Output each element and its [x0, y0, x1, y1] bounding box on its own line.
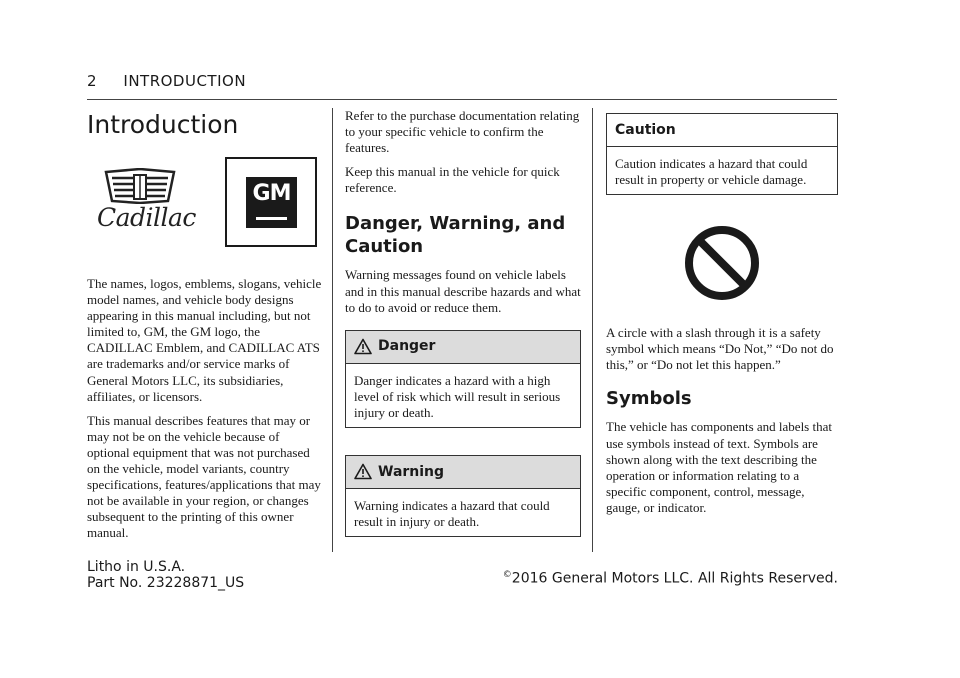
brand-logos — [87, 157, 323, 265]
footer-copyright — [503, 570, 838, 587]
danger-text: Danger indicates a hazard with a high level of risk which will result in serious injury or death. — [354, 372, 561, 420]
gm-mark-underline — [256, 217, 287, 220]
warning-text: Warning indicates a hazard that could result in injury or death. — [354, 498, 550, 530]
page-number: 2 — [87, 72, 98, 90]
column-2 — [345, 108, 581, 564]
column-3 — [606, 108, 838, 524]
litho-line: Litho in U.S.A. — [87, 559, 186, 575]
keep-manual-paragraph: Keep this manual in the vehicle for quick reference. — [345, 164, 560, 196]
caution-title: Caution — [615, 121, 676, 138]
caution-text: Caution indicates a hazard that could result in property or vehicle damage. — [615, 156, 808, 188]
cadillac-crest-icon — [104, 168, 176, 204]
column-1 — [87, 108, 323, 550]
copyright-text: 2016 General Motors LLC. All Rights Reserved. — [511, 570, 838, 587]
header-rule — [87, 99, 837, 100]
copyright-symbol: © — [502, 570, 512, 580]
warning-messages-paragraph: Warning messages found on vehicle labels and in this manual describe hazards and what to do to avoid or reduce them. — [345, 267, 581, 315]
danger-box-header — [346, 331, 580, 364]
do-not-symbol-paragraph: A circle with a slash through it is a safety symbol which means “Do Not,” “Do not do this,” or “Do not let this happen.” — [606, 325, 834, 373]
gm-mark-text: GM — [252, 181, 291, 206]
manual-scope-paragraph: This manual describes features that may or may not be on the vehicle because of optional equipment that was not purchased on the vehicle, model variants, country specifications, features/applications that may not be available in your region, or changes subsequent to the printing of this owner manual. — [87, 412, 321, 541]
purchase-documentation-paragraph: Refer to the purchase documentation relating to your specific vehicle to confirm the features. — [345, 108, 580, 156]
danger-title: Danger — [378, 338, 436, 355]
section-title: INTRODUCTION — [123, 72, 247, 90]
prohibition-symbol-wrap — [606, 223, 838, 319]
part-number: Part No. 23228871_US — [87, 574, 245, 591]
trademark-paragraph: The names, logos, emblems, slogans, vehicle model names, and vehicle body designs appearing in this manual including, but not limited to, GM, the GM logo, the CADILLAC Emblem, and CADILLAC ATS are trademarks and/or service marks of General Motors LLC, its subsidiaries, affiliates, or licensors. — [87, 276, 322, 404]
caution-box — [606, 113, 838, 195]
footer-print-info — [87, 560, 244, 591]
warning-triangle-icon — [354, 338, 372, 355]
caution-box-header — [607, 114, 837, 147]
danger-box — [345, 330, 581, 428]
column-divider-1 — [332, 108, 333, 552]
warning-box — [345, 455, 581, 537]
symbols-paragraph: The vehicle has components and labels that use symbols instead of text. Symbols are shown along with the text describing the operation or information relating to a specific component, control, message, gauge, or indicator. — [606, 419, 832, 515]
page-title: Introduction — [87, 110, 239, 139]
prohibition-icon — [682, 223, 762, 303]
gm-logo — [225, 157, 317, 247]
column-divider-2 — [592, 108, 593, 552]
warning-box-header — [346, 456, 580, 489]
gm-mark-tile — [246, 177, 297, 228]
page-header — [87, 72, 246, 90]
warning-title: Warning — [378, 463, 445, 480]
warning-triangle-icon — [354, 463, 372, 480]
cadillac-wordmark: Cadillac — [97, 203, 196, 232]
symbols-heading: Symbols — [606, 388, 692, 410]
danger-warning-caution-heading: Danger, Warning, and Caution — [345, 213, 566, 258]
